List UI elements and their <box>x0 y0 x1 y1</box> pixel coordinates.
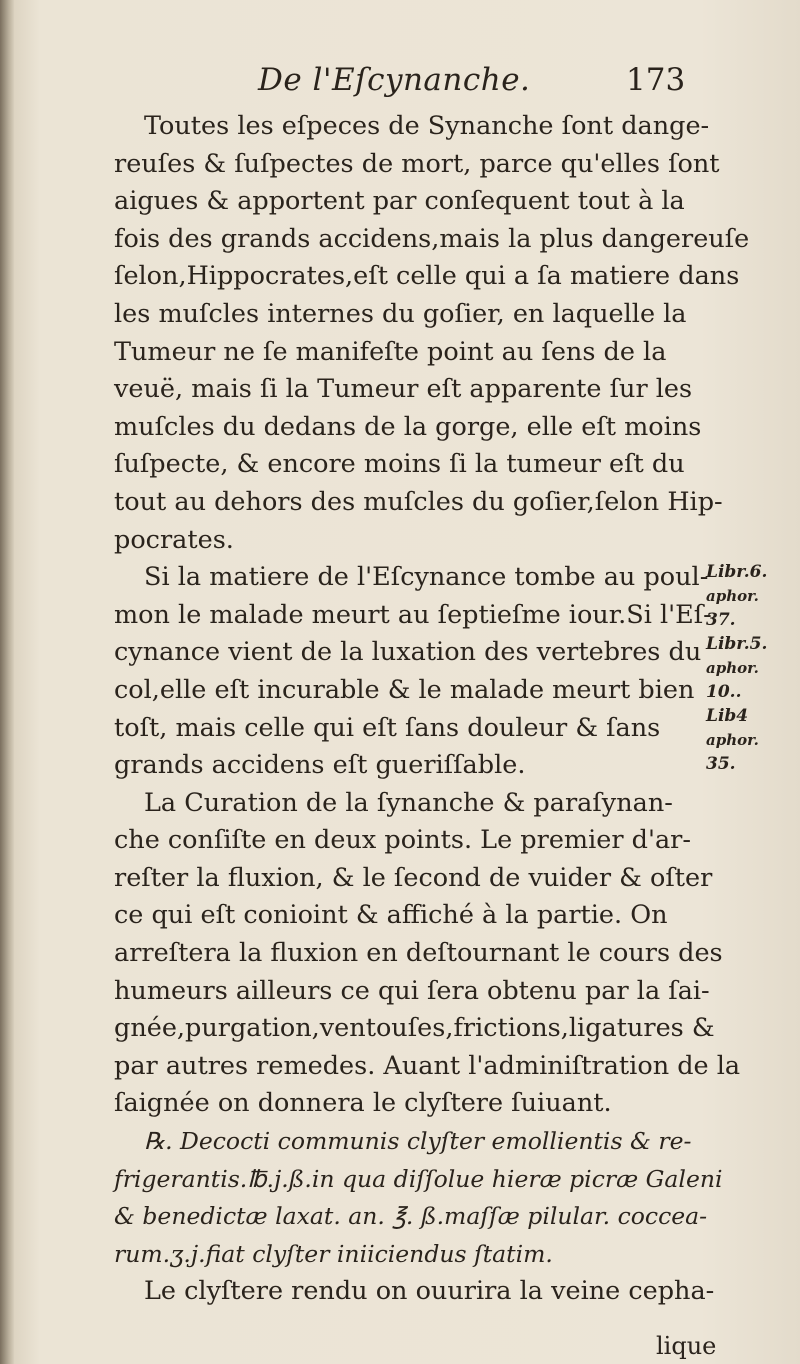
text-line: toſt, mais celle qui eſt ſans douleur & ſans <box>114 712 661 743</box>
margin-note: aphor. <box>706 659 759 677</box>
text-line: grands accidens eſt gueriſſable. <box>114 750 526 781</box>
margin-note: aphor. <box>706 587 759 605</box>
text-line: Si la matiere de l'Eſcynance tombe au poul- <box>144 562 709 593</box>
text-line: arreſtera la fluxion en deſtournant le cours des <box>114 938 723 969</box>
text-line: fois des grands accidens,mais la plus dangereuſe <box>114 223 750 254</box>
text-line: reuſes & ſuſpectes de mort, parce qu'elles ſont <box>114 148 720 179</box>
text-line: gnée,purgation,ventouſes,frictions,ligatures & <box>114 1013 715 1044</box>
margin-notes <box>706 560 792 776</box>
text-line: Le clyſtere rendu on ouurira la veine cepha- <box>144 1276 715 1307</box>
margin-note: 35. <box>706 754 736 774</box>
text-line: ce qui eſt conioint & affiché à la partie. On <box>114 900 668 931</box>
page-number: 173 <box>626 62 686 98</box>
text-line: col,elle eſt incurable & le malade meurt bien <box>114 674 695 705</box>
text-line: ſelon,Hippocrates,eſt celle qui a ſa matiere dans <box>114 261 740 292</box>
text-line: par autres remedes. Auant l'adminiſtration de la <box>114 1050 741 1081</box>
text-line: les muſcles internes du goſier, en laquelle la <box>114 298 687 329</box>
catchword: lique <box>656 1332 717 1360</box>
margin-note: Libr.6. <box>706 562 768 582</box>
page-header <box>0 62 800 102</box>
margin-note: 10.. <box>706 682 742 702</box>
text-line: Tumeur ne ſe manifeſte point au ſens de la <box>114 336 667 367</box>
recipe-line: rum.ʒ.j.fiat clyſter iniiciendus ſtatim. <box>114 1239 553 1268</box>
text-line: La Curation de la ſynanche & paraſynan- <box>144 787 673 818</box>
running-title: De l'Eſcynanche. <box>258 62 531 98</box>
margin-note: Lib4 <box>706 706 749 726</box>
text-line: tout au dehors des muſcles du goſier,ſelon Hip- <box>114 486 723 517</box>
recipe-line: ℞. Decocti communis clyſter emollientis & re- <box>144 1127 692 1156</box>
recipe-line: frigerantis.℔.j.ß.in qua diſſolue hieræ picræ Galeni <box>114 1164 723 1193</box>
text-line: muſcles du dedans de la gorge, elle eſt moins <box>114 411 702 442</box>
binding-gutter <box>0 0 14 1364</box>
text-line: pocrates. <box>114 524 234 555</box>
text-line: ſuſpecte, & encore moins ſi la tumeur eſt du <box>114 449 685 480</box>
margin-note: Libr.5. <box>706 634 768 654</box>
text-line: aigues & apportent par conſequent tout à la <box>114 186 685 217</box>
recipe-line: & benedictæ laxat. an. ℥. ß.maſſæ pilular. coccea- <box>114 1202 708 1231</box>
text-line: veuë, mais ſi la Tumeur eſt apparente ſur les <box>114 374 693 405</box>
text-line: humeurs ailleurs ce qui ſera obtenu par la ſai- <box>114 975 710 1006</box>
margin-note: 37. <box>706 610 736 630</box>
margin-note: aphor. <box>706 731 759 749</box>
text-line: mon le malade meurt au ſeptieſme iour.Si l'Eſ- <box>114 599 712 630</box>
text-line: cynance vient de la luxation des vertebres du <box>114 637 702 668</box>
text-line: Toutes les eſpeces de Synanche ſont dange- <box>144 111 710 141</box>
text-line: reſter la fluxion, & le ſecond de vuider & oſter <box>114 862 713 893</box>
text-line: che conſiſte en deux points. Le premier d'ar- <box>114 825 691 856</box>
text-line: ſaignée on donnera le clyſtere ſuiuant. <box>114 1088 612 1119</box>
